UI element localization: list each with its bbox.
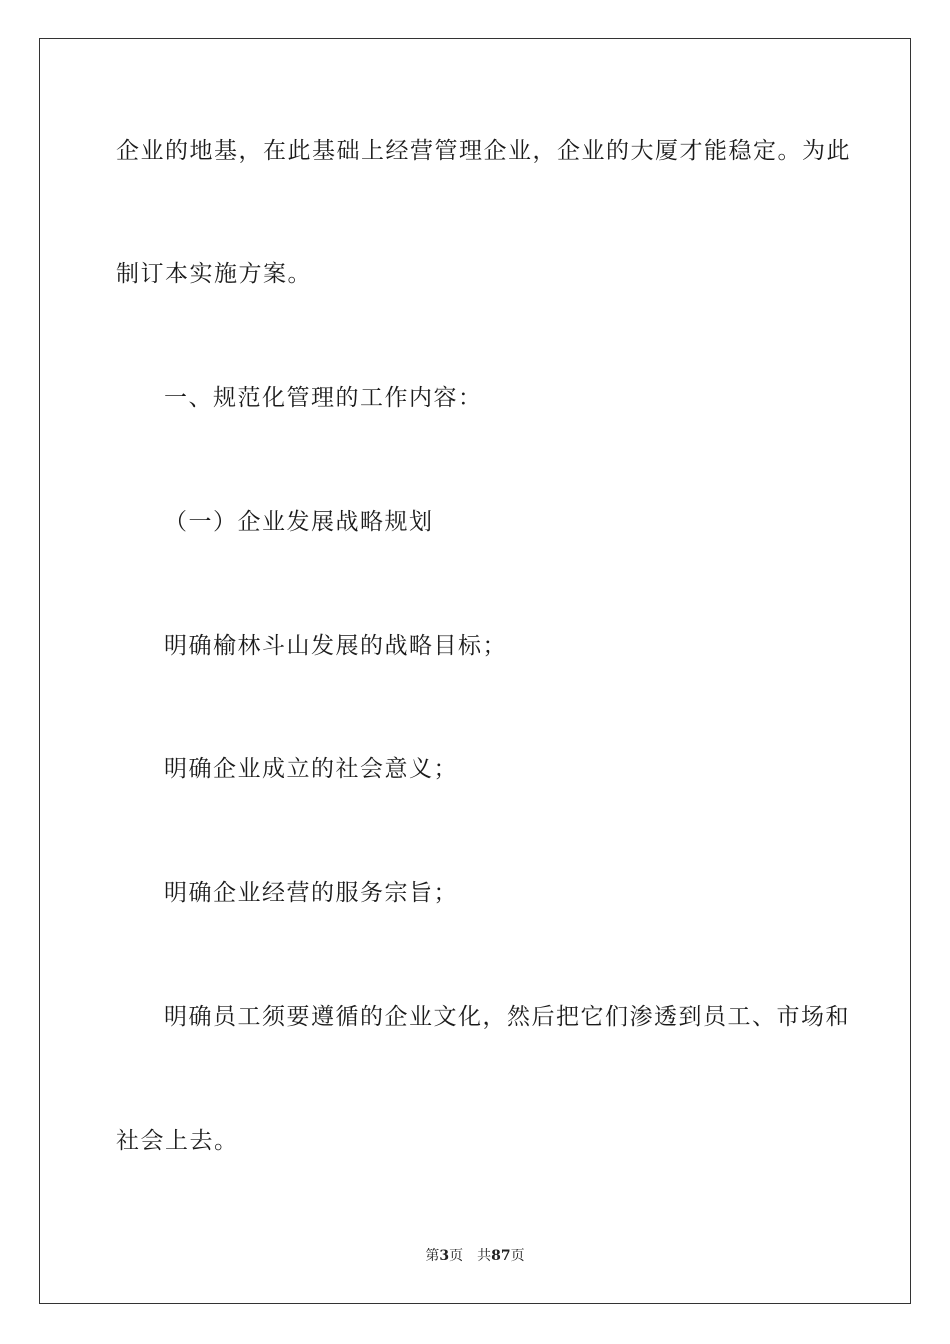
paragraph-line-2: 制订本实施方案。	[116, 261, 312, 287]
list-item: 明确员工须要遵循的企业文化，然后把它们渗透到员工、市场和	[164, 1004, 850, 1030]
page-prefix: 第	[425, 1248, 440, 1264]
total-suffix: 页	[510, 1248, 525, 1264]
total-prefix: 共	[477, 1248, 492, 1264]
paragraph-line-1: 企业的地基，在此基础上经营管理企业，企业的大厦才能稳定。为此	[116, 138, 851, 164]
page-footer	[0, 1246, 950, 1266]
section-heading: 一、规范化管理的工作内容：	[164, 385, 483, 411]
paragraph-line-continued: 社会上去。	[116, 1128, 239, 1154]
page-border	[39, 38, 911, 1304]
list-item: 明确榆林斗山发展的战略目标；	[164, 633, 507, 659]
subsection-heading: （一）企业发展战略规划	[164, 509, 434, 535]
list-item: 明确企业经营的服务宗旨；	[164, 880, 458, 906]
page-number: 3	[439, 1248, 450, 1264]
total-pages: 87	[491, 1248, 511, 1264]
page-suffix: 页	[449, 1248, 464, 1264]
list-item: 明确企业成立的社会意义；	[164, 756, 458, 782]
